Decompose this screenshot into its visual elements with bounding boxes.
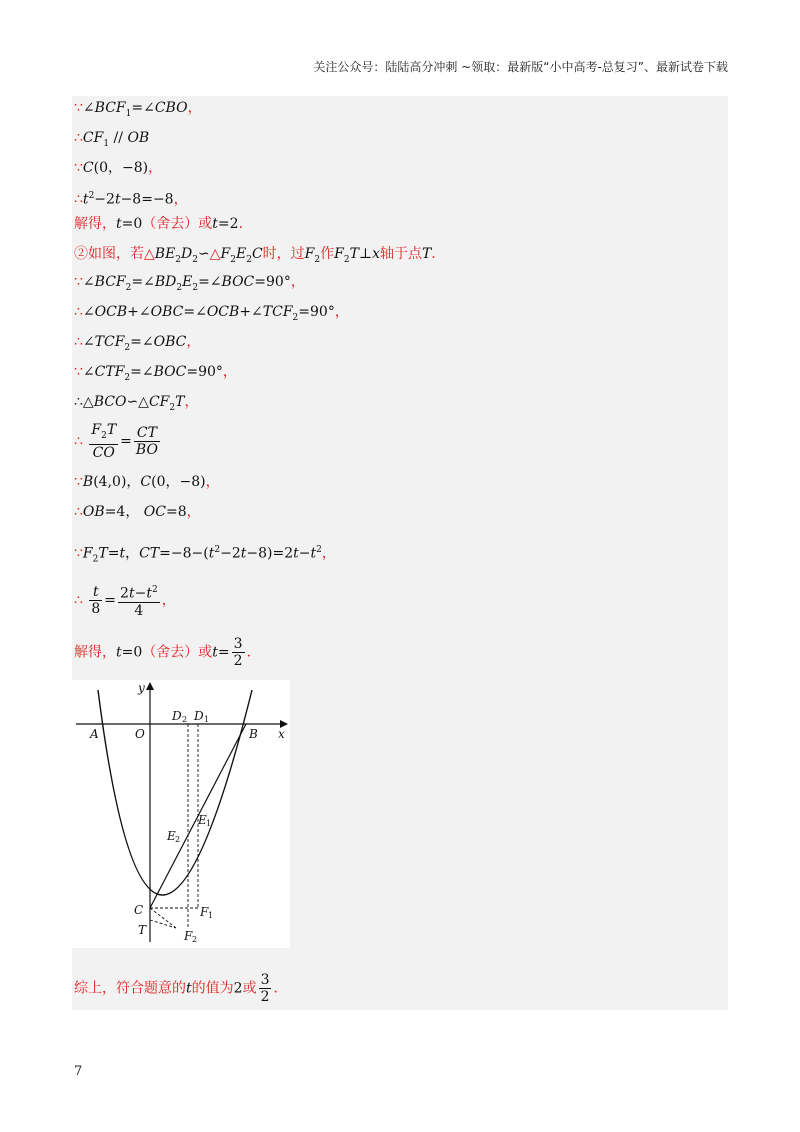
- label-t: T: [138, 923, 147, 937]
- line-2: $\therefore CF_1$ // OB: [74, 130, 150, 149]
- label-f1: F: [200, 905, 209, 919]
- label-y: y: [138, 681, 145, 695]
- label-a: A: [90, 727, 99, 741]
- line-15: $\because F_2T=t$，$CT=-8-(t^2-2t-8)=2t-t^2$，: [74, 545, 336, 565]
- label-e1-sub: 1: [206, 819, 212, 828]
- dashed-cf2: [150, 908, 176, 928]
- line-7: $\because\angle BCF_2=\angle BD_2E_2=\angle BOC=90^\circ$，: [74, 274, 305, 293]
- label-e1: E: [198, 813, 207, 827]
- line-18: 综上，符合题意的t的值为2或 $\frac{3}{2}$ ．: [74, 972, 288, 1005]
- line-1: $\because\angle BCF_1=\angle CBO$，: [74, 100, 202, 119]
- line-11: $\therefore\triangle BCO∽\triangle CF_2T$，: [74, 394, 199, 413]
- label-e2-sub: 2: [175, 835, 181, 844]
- line-17: 解得，t=0（舍去）或t= $\frac{3}{2}$ ．: [74, 636, 261, 669]
- label-x: x: [278, 727, 285, 741]
- page-header: 关注公众号：陆陆高分冲刺 ~领取：最新版“小中高考-总复习”、最新试卷下载: [313, 60, 728, 74]
- label-b: B: [249, 727, 258, 741]
- line-13: ∵B(4,0)，C(0，−8)，: [74, 474, 220, 490]
- y-axis-arrow: [146, 682, 154, 690]
- line-4: $\therefore t^2-2t-8=-8$，: [74, 191, 188, 208]
- label-d2-sub: 2: [182, 715, 188, 724]
- label-c: C: [134, 903, 144, 917]
- line-12: ∴ $\frac{F_2T}{CO}$ = $\frac{CT}{BO}$: [74, 422, 158, 461]
- label-e2: E: [167, 829, 176, 843]
- line-3: ∵C(0，−8)，: [74, 160, 163, 176]
- label-f2: F: [184, 929, 193, 943]
- figure-svg: [72, 680, 290, 948]
- line-9: $\therefore\angle TCF_2=\angle OBC$，: [74, 334, 201, 353]
- line-5: 解得，t=0（舍去）或t=2．: [74, 216, 253, 232]
- line-14: ∴OB=4， OC=8，: [74, 504, 201, 520]
- line-6: ②如图，若$\triangle BE_2D_2∽\triangle F_2E_2C$时，过$F_2$作$F_2T\perp x$轴于点T．: [74, 246, 446, 265]
- label-d2: D: [172, 709, 182, 723]
- dashed-tf2: [150, 920, 176, 928]
- label-f1-sub: 1: [208, 911, 214, 920]
- line-16: ∴ $\frac{t}{8}$ = $\frac{2t-t^2}{4}$ ，: [74, 583, 176, 619]
- parabola-figure: [72, 680, 290, 948]
- label-d1-sub: 1: [204, 715, 210, 724]
- page-number: 7: [74, 1064, 83, 1079]
- line-8: $\therefore\angle OCB+\angle OBC=\angle OCB+\angle TCF_2=90^\circ$，: [74, 304, 349, 323]
- label-o: O: [135, 727, 145, 741]
- label-d1: D: [194, 709, 204, 723]
- label-f2-sub: 2: [192, 935, 198, 944]
- line-10: $\because\angle CTF_2=\angle BOC=90^\circ$，: [74, 364, 237, 383]
